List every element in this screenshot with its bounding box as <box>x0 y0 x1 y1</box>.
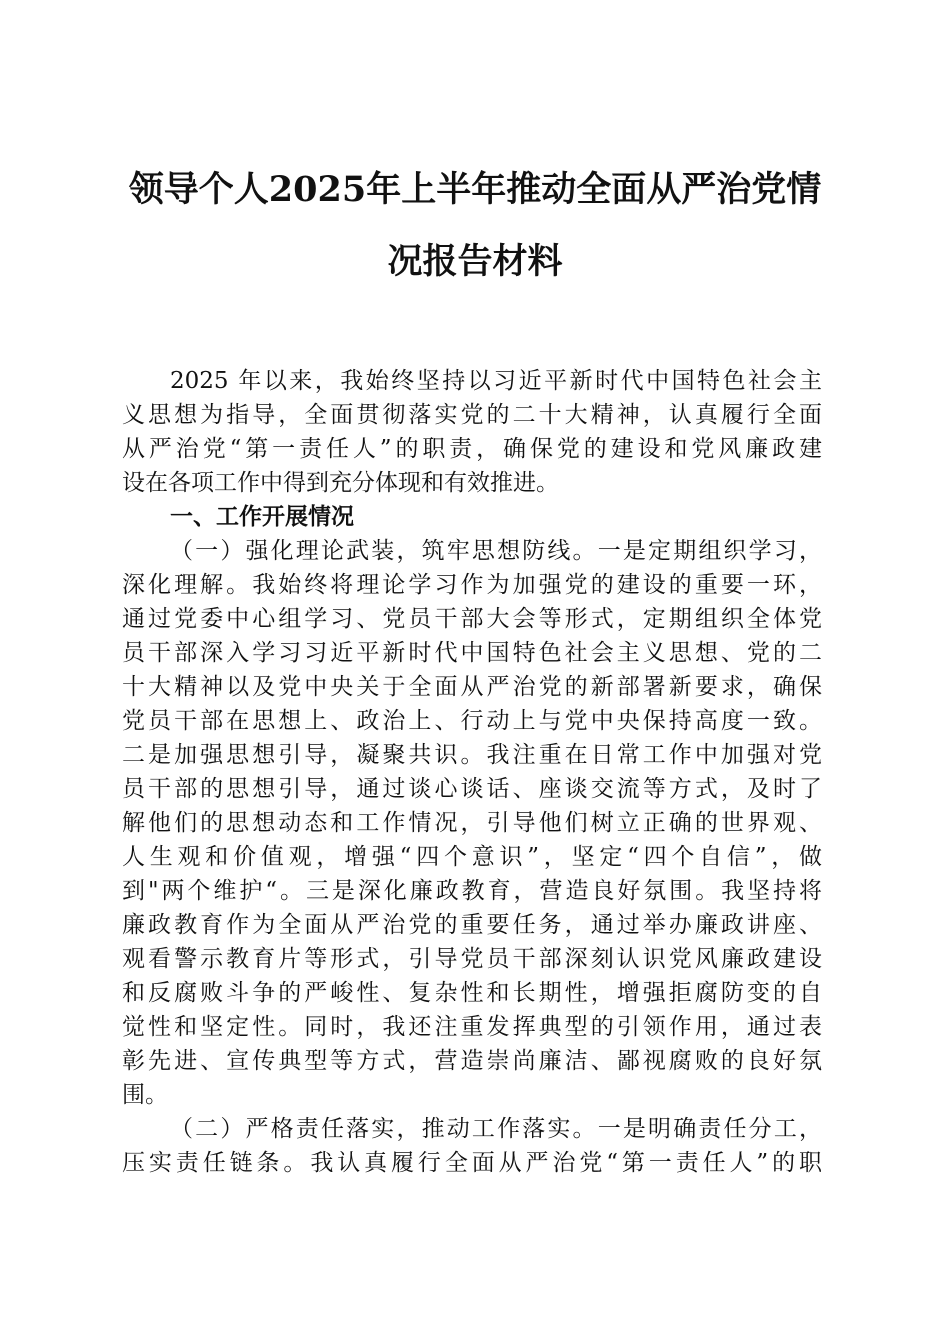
title-line-1: 领导个人2025年上半年推动全面从严治党情 <box>128 169 822 210</box>
paragraph <box>122 364 822 500</box>
text-line: （一）强化理论武装，筑牢思想防线。一是定期组织学习， <box>170 538 822 564</box>
paragraph <box>122 1112 822 1180</box>
text-line: 一、工作开展情况 <box>170 504 354 530</box>
text-line: 人生观和价值观，增强“四个意识”，坚定“四个自信”，做 <box>122 844 822 870</box>
text-line: 二是加强思想引导，凝聚共识。我注重在日常工作中加强对党 <box>122 742 822 768</box>
text-line: 彰先进、宣传典型等方式，营造崇尚廉洁、鄙视腐败的良好氛 <box>122 1048 822 1074</box>
text-line: 设在各项工作中得到充分体现和有效推进。 <box>122 470 559 496</box>
text-line: （二）严格责任落实，推动工作落实。一是明确责任分工， <box>170 1116 822 1142</box>
text-line: 观看警示教育片等形式，引导党员干部深刻认识党风廉政建设 <box>122 946 822 972</box>
paragraph <box>122 534 822 1112</box>
section-heading <box>122 500 822 534</box>
document-body <box>122 364 822 1180</box>
text-line: 廉政教育作为全面从严治党的重要任务，通过举办廉政讲座、 <box>122 912 822 938</box>
text-line: 2025 年以来，我始终坚持以习近平新时代中国特色社会主 <box>170 368 822 394</box>
text-line: 党员干部在思想上、政治上、行动上与党中央保持高度一致。 <box>122 708 822 734</box>
title-line-2: 况报告材料 <box>387 241 563 282</box>
text-line: 觉性和坚定性。同时，我还注重发挥典型的引领作用，通过表 <box>122 1014 822 1040</box>
text-line: 深化理解。我始终将理论学习作为加强党的建设的重要一环， <box>122 572 822 598</box>
text-line: 员干部深入学习习近平新时代中国特色社会主义思想、党的二 <box>122 640 822 666</box>
text-line: 到"两个维护“。三是深化廉政教育，营造良好氛围。我坚持将 <box>122 878 822 904</box>
text-line: 压实责任链条。我认真履行全面从严治党“第一责任人”的职 <box>122 1150 822 1176</box>
text-line: 十大精神以及党中央关于全面从严治党的新部署新要求，确保 <box>122 674 822 700</box>
text-line: 解他们的思想动态和工作情况，引导他们树立正确的世界观、 <box>122 810 822 836</box>
text-line: 和反腐败斗争的严峻性、复杂性和长期性，增强拒腐防变的自 <box>122 980 822 1006</box>
text-line: 通过党委中心组学习、党员干部大会等形式，定期组织全体党 <box>122 606 822 632</box>
text-line: 义思想为指导，全面贯彻落实党的二十大精神，认真履行全面 <box>122 402 822 428</box>
text-line: 围。 <box>122 1082 168 1108</box>
document-title <box>110 154 840 298</box>
text-line: 从严治党“第一责任人”的职责，确保党的建设和党风廉政建 <box>122 436 822 462</box>
text-line: 员干部的思想引导，通过谈心谈话、座谈交流等方式，及时了 <box>122 776 822 802</box>
